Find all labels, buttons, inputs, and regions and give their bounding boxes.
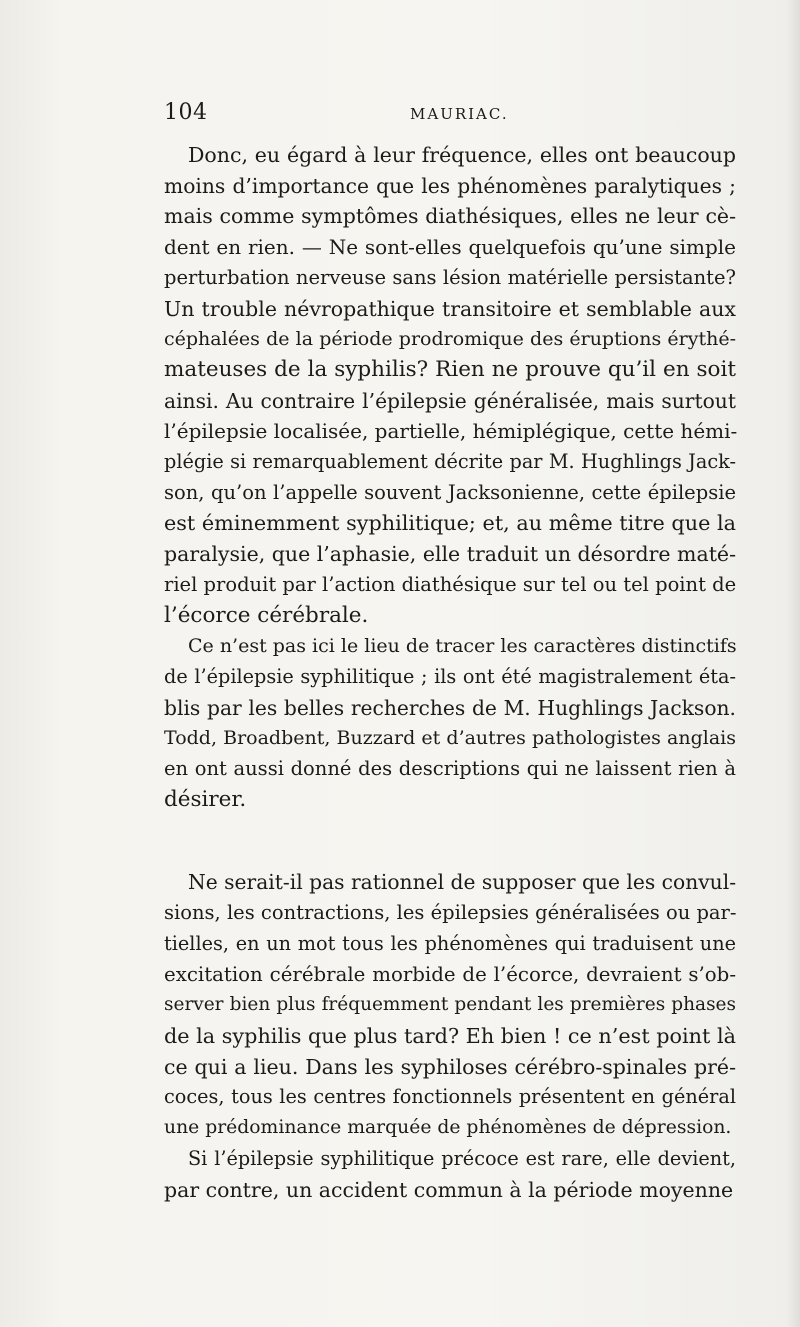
text-line: coces, tous les centres fonctionnels présentent en général xyxy=(164,1085,736,1109)
running-title: MAURIAC. xyxy=(410,105,509,123)
text-line: par contre, un accident commun à la période moyenne xyxy=(164,1177,734,1202)
page-number: 104 xyxy=(164,100,208,125)
running-head xyxy=(164,100,736,128)
paragraph-2 xyxy=(164,631,736,815)
text-line: Donc, eu égard à leur fréquence, elles ont beaucoup xyxy=(188,143,736,167)
text-line: de l’épilepsie syphilitique ; ils ont été magistralement éta- xyxy=(164,664,736,688)
text-line: paralysie, que l’aphasie, elle traduit un désordre maté- xyxy=(164,542,736,567)
text-line: son, qu’on l’appelle souvent Jacksonienne, cette épilepsie xyxy=(164,480,736,504)
text-line: server bien plus fréquemment pendant les premières phases xyxy=(164,994,736,1016)
text-line: de la syphilis que plus tard? Eh bien ! ce n’est point là xyxy=(164,1023,736,1048)
text-line: est éminemment syphilitique; et, au même titre que la xyxy=(164,511,736,536)
text-line: sions, les contractions, les épilepsies généralisées ou par- xyxy=(164,901,737,925)
paragraph-gap xyxy=(164,815,736,867)
text-line: désirer. xyxy=(164,786,247,812)
text-line: excitation cérébrale morbide de l’écorce, devraient s’ob- xyxy=(164,962,736,986)
text-line: moins d’importance que les phénomènes paralytiques ; xyxy=(164,173,736,198)
text-line: Si l’épilepsie syphilitique précoce est rare, elle devient, xyxy=(188,1146,736,1170)
text-line: en ont aussi donné des descriptions qui ne laissent rien à xyxy=(164,757,736,781)
spine-shadow xyxy=(786,0,800,1327)
text-line: perturbation nerveuse sans lésion matérielle persistante? xyxy=(164,265,736,289)
text-line: mais comme symptômes diathésiques, elles ne leur cè- xyxy=(164,204,736,229)
text-line: blis par les belles recherches de M. Hughlings Jackson. xyxy=(164,695,736,720)
text-line: ainsi. Au contraire l’épilepsie généralisée, mais surtout xyxy=(164,388,736,413)
paragraph-3 xyxy=(164,867,736,1143)
text-line: Ce n’est pas ici le lieu de tracer les caractères distinctifs xyxy=(188,635,737,658)
text-line: l’écorce cérébrale. xyxy=(164,602,369,628)
text-line: tielles, en un mot tous les phénomènes qui traduisent une xyxy=(164,931,736,955)
text-line: plégie si remarquablement décrite par M. Hughlings Jack- xyxy=(164,450,736,474)
text-line: Todd, Broadbent, Buzzard et d’autres pathologistes anglais xyxy=(164,727,736,750)
text-line: Un trouble névropathique transitoire et semblable aux xyxy=(164,296,736,321)
text-line: une prédominance marquée de phénomènes de dépression. xyxy=(164,1117,732,1139)
text-line: céphalées de la période prodromique des éruptions érythé- xyxy=(164,328,736,351)
body-text xyxy=(164,140,736,1205)
paragraph-4 xyxy=(164,1144,736,1205)
text-line: dent en rien. — Ne sont-elles quelquefois qu’une simple xyxy=(164,235,736,260)
text-line: riel produit par l’action diathésique sur tel ou tel point de xyxy=(164,572,737,596)
text-line: Ne serait-il pas rationnel de supposer que les convul- xyxy=(188,870,737,895)
text-line: l’épilepsie localisée, partielle, hémiplégique, cette hémi- xyxy=(164,419,738,444)
text-line: ce qui a lieu. Dans les syphiloses cérébro-spinales pré- xyxy=(164,1054,736,1079)
text-line: mateuses de la syphilis? Rien ne prouve qu’il en soit xyxy=(164,356,736,382)
paragraph-1 xyxy=(164,140,736,631)
